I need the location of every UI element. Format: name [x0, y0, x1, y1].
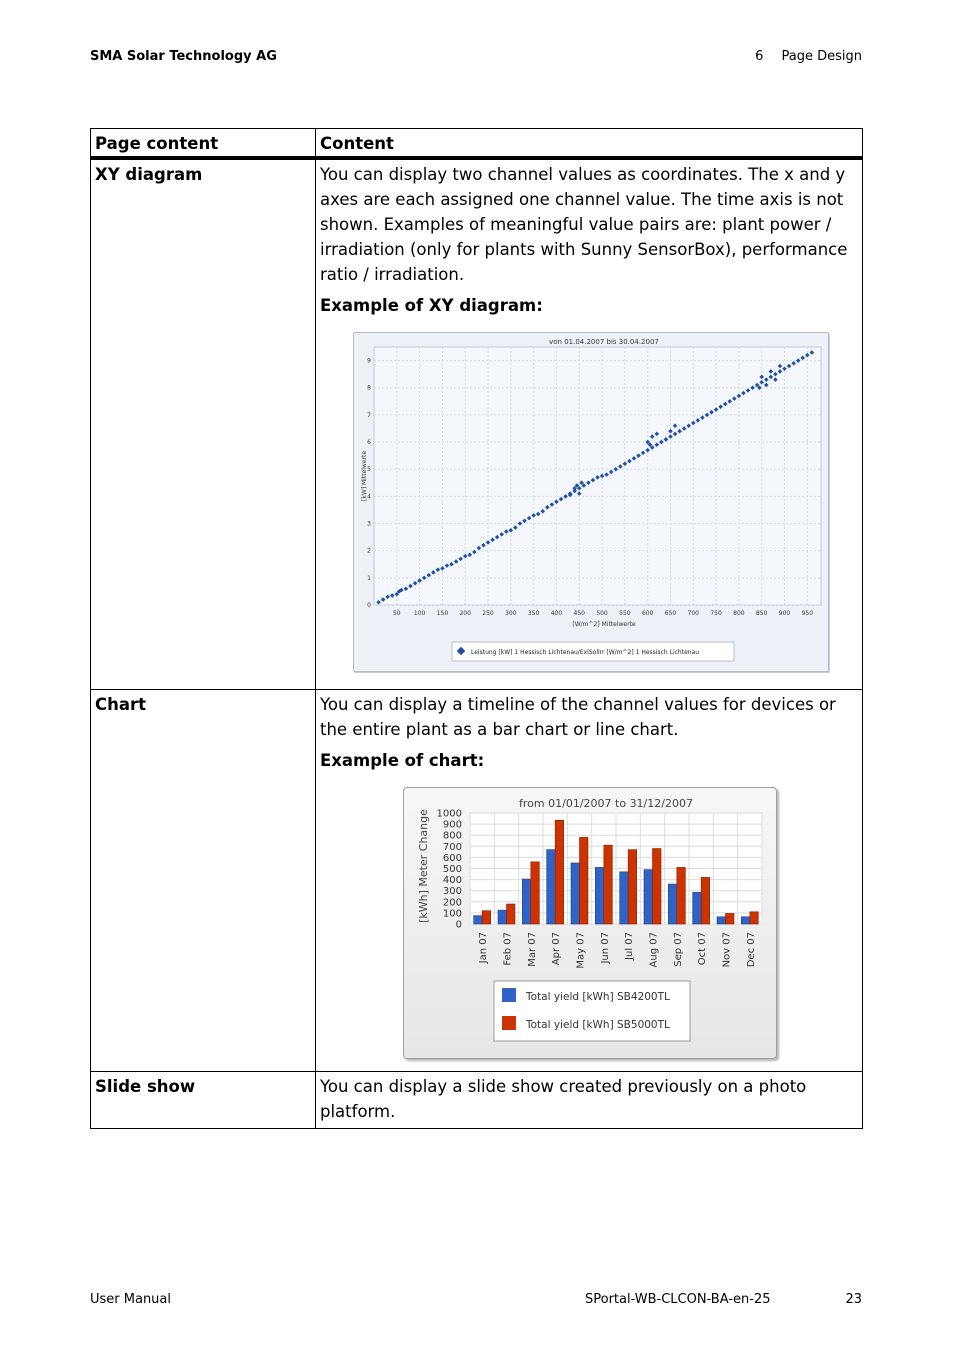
xy-x-tick-label: 600: [641, 610, 654, 617]
bar-y-tick-label: 500: [442, 864, 462, 875]
footer-page-number: 23: [845, 1292, 862, 1307]
bar-chart-svg: [404, 788, 776, 1058]
bar-y-tick-label: 200: [442, 897, 462, 909]
chart-description: You can display a timeline of the channel values for devices or the entire plant as a bar chart or line chart.: [320, 695, 836, 739]
table-row-chart: [91, 690, 863, 1072]
row-label-slide-show: Slide show: [91, 1072, 316, 1129]
bar-y-tick-label: 0: [455, 919, 462, 931]
xy-x-axis-label: [W/m^2] Mittelwerte: [572, 621, 636, 628]
bar-sb5000tl: [750, 912, 759, 924]
xy-y-tick-label: 0: [367, 602, 371, 609]
xy-description: You can display two channel values as coordinates. The x and y axes are each assigned one channel value. The time axis is not shown. Examples of meaningful value pairs are: plant power / irradiation (only for plants with Sunny SensorBox), performance ratio / irradiation.: [320, 165, 848, 284]
bar-sb4200tl: [522, 879, 531, 924]
xy-x-tick-label: 200: [459, 610, 471, 617]
bar-x-tick-label: Oct 07: [697, 932, 709, 966]
row-content-slide-show: [316, 1072, 863, 1129]
page-content-table: [90, 128, 863, 1129]
bar-y-tick-label: 100: [442, 908, 462, 920]
xy-x-tick-label: 700: [687, 610, 700, 617]
xy-x-tick-label: 750: [710, 610, 722, 617]
xy-y-tick-label: 7: [367, 411, 371, 419]
row-content-chart: [316, 690, 863, 1072]
bar-sb5000tl: [628, 850, 637, 924]
bar-y-axis-label: [kWh] Meter Change: [417, 809, 430, 923]
col-header-page-content: Page content: [91, 129, 316, 159]
bar-sb5000tl: [653, 849, 662, 924]
bar-sb5000tl: [507, 904, 516, 924]
footer-doc-id: SPortal-WB-CLCON-BA-en-25: [585, 1292, 771, 1307]
table-row-xy-diagram: [91, 158, 863, 690]
bar-x-tick-label: Mar 07: [526, 932, 538, 967]
xy-legend-label: Leistung [kW] 1 Hessisch Lichtenau/ExlSollrr [W/m^2] 1 Hessisch Lichtenau: [471, 649, 700, 656]
bar-y-tick-label: 900: [442, 819, 462, 831]
footer-manual-label: User Manual: [90, 1292, 172, 1307]
header-company: SMA Solar Technology AG: [90, 49, 277, 64]
bar-sb5000tl: [531, 862, 540, 924]
bar-y-tick-label: 1000: [436, 808, 462, 820]
xy-x-tick-label: 250: [482, 610, 494, 617]
bar-sb4200tl: [571, 863, 580, 924]
bar-y-ticks: [437, 809, 462, 931]
xy-x-tick-label: 650: [664, 610, 677, 617]
xy-x-tick-label: 800: [733, 610, 745, 617]
bar-x-tick-label: May 07: [575, 932, 587, 969]
xy-x-tick-label: 450: [573, 610, 585, 617]
xy-y-axis-label: [kW] Mittelwerte: [361, 450, 368, 502]
bar-x-tick-label: Feb 07: [502, 932, 514, 966]
header-section: [755, 49, 862, 64]
bar-x-tick-label: Jul 07: [624, 932, 636, 960]
xy-y-tick-label: 9: [367, 357, 371, 365]
xy-x-tick-label: 50: [392, 610, 401, 617]
bar-y-tick-label: 400: [442, 875, 462, 887]
bar-sb5000tl: [701, 877, 710, 924]
chart-example-title: Example of chart:: [320, 751, 485, 770]
bar-x-tick-label: Apr 07: [551, 932, 563, 966]
xy-x-tick-label: 300: [505, 610, 517, 617]
xy-y-tick-label: 3: [367, 520, 371, 528]
bar-y-tick-label: 600: [442, 852, 462, 864]
bar-legend-marker-sb4200tl: [502, 988, 516, 1002]
bar-sb5000tl: [555, 820, 564, 924]
xy-x-tick-label: 400: [550, 610, 563, 617]
bar-y-tick-label: 300: [442, 886, 462, 898]
xy-x-tick-label: 500: [596, 610, 608, 617]
xy-x-tick-label: 850: [755, 610, 768, 617]
bar-title: from 01/01/2007 to 31/12/2007: [519, 797, 693, 810]
xy-y-tick-label: 8: [367, 384, 371, 392]
bar-x-ticks: [478, 932, 757, 969]
header-section-title: Page Design: [781, 49, 862, 64]
bar-sb5000tl: [482, 911, 491, 924]
bar-y-tick-label: 700: [442, 841, 462, 853]
bar-legend: [494, 981, 690, 1041]
bar-sb4200tl: [644, 870, 653, 924]
bar-chart: [403, 787, 777, 1059]
bar-sb4200tl: [693, 892, 702, 924]
bar-legend-label-sb4200tl: Total yield [kWh] SB4200TL: [526, 991, 670, 1003]
bar-sb5000tl: [677, 867, 686, 924]
header-section-number: 6: [755, 49, 764, 64]
xy-chart-svg: [354, 333, 828, 671]
xy-x-tick-label: 900: [778, 610, 791, 617]
xy-y-tick-label: 2: [367, 547, 371, 555]
xy-x-tick-label: 550: [619, 610, 631, 617]
bar-x-tick-label: Nov 07: [721, 932, 733, 968]
bar-x-tick-label: Aug 07: [648, 932, 660, 968]
bar-sb4200tl: [498, 910, 507, 924]
bar-sb5000tl: [604, 845, 613, 924]
xy-title: von 01.04.2007 bis 30.04.2007: [549, 338, 659, 346]
xy-x-tick-label: 950: [801, 610, 814, 617]
bar-y-tick-label: 800: [442, 830, 462, 842]
xy-y-tick-label: 5: [367, 466, 371, 474]
xy-x-tick-label: 350: [527, 610, 540, 617]
bar-sb5000tl: [726, 913, 735, 924]
row-content-xy-diagram: [316, 158, 863, 690]
bar-sb4200tl: [547, 850, 556, 924]
bar-x-tick-label: Jun 07: [599, 932, 611, 964]
slide-show-description: You can display a slide show created previously on a photo platform.: [320, 1077, 807, 1121]
bar-x-tick-label: Jan 07: [478, 932, 490, 964]
xy-y-tick-label: 4: [367, 493, 371, 501]
row-label-xy-diagram: XY diagram: [91, 158, 316, 690]
table-row-slide-show: [91, 1072, 863, 1129]
bar-sb4200tl: [595, 867, 604, 924]
bar-sb4200tl: [668, 884, 677, 924]
bar-sb4200tl: [717, 917, 726, 924]
bar-legend-marker-sb5000tl: [502, 1016, 516, 1030]
bar-x-tick-label: Sep 07: [672, 932, 684, 967]
bar-sb4200tl: [741, 917, 750, 924]
bar-sb4200tl: [620, 872, 629, 924]
xy-x-tick-label: 150: [436, 610, 449, 617]
xy-chart: [353, 332, 829, 672]
xy-y-tick-label: 1: [367, 574, 371, 582]
bar-sb5000tl: [580, 837, 589, 924]
row-label-chart: Chart: [91, 690, 316, 1072]
bar-legend-label-sb5000tl: Total yield [kWh] SB5000TL: [526, 1019, 670, 1031]
xy-x-tick-label: 100: [413, 610, 426, 617]
xy-x-ticks: [393, 610, 813, 617]
col-header-content: Content: [316, 129, 863, 159]
bar-x-tick-label: Dec 07: [745, 932, 757, 968]
bar-sb4200tl: [474, 916, 483, 924]
xy-y-tick-label: 6: [367, 439, 371, 447]
xy-example-title: Example of XY diagram:: [320, 296, 543, 315]
table-header-row: [91, 129, 863, 159]
